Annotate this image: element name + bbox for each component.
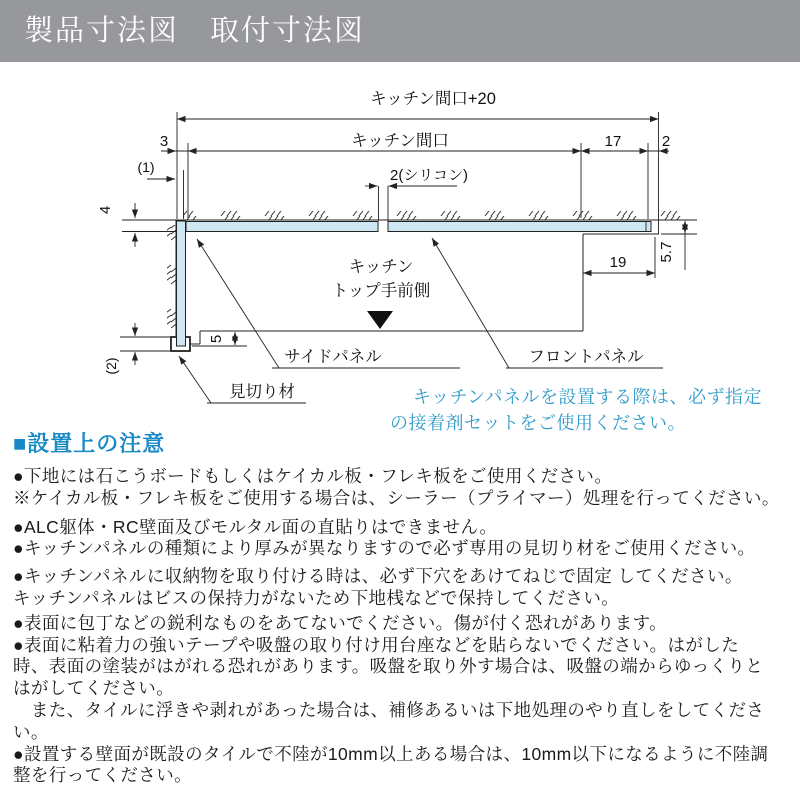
- page-title: 製品寸法図 取付寸法図: [24, 15, 366, 47]
- note-line: ●表面に包丁などの鋭利なものをあてないでください。傷が付く恐れがあります。: [13, 612, 667, 633]
- dim-label-4: 4: [97, 205, 114, 215]
- note-line: 整を行ってください。: [13, 765, 192, 786]
- dim-label-5: 5: [208, 334, 225, 344]
- note-line: はがしてください。: [13, 678, 175, 699]
- label-front-panel: フロントパネル: [528, 348, 644, 366]
- note-line: い。: [13, 721, 49, 742]
- adhesive-note-line1: キッチンパネルを設置する際は、必ず指定: [413, 387, 762, 407]
- dim-label-2: 2: [661, 133, 671, 150]
- note-line: ●ALC躯体・RC壁面及びモルタル面の直貼りはできません。: [13, 516, 498, 537]
- note-line: また、タイルに浮きや剥れがあった場合は、補修あるいは下地処理のやり直しをしてくださ: [13, 699, 765, 720]
- label-kitchen-top-line1: キッチン: [348, 258, 414, 276]
- page-header: [0, 0, 800, 62]
- dim-label-19: 19: [609, 254, 627, 271]
- kitchen-panel-left: [186, 222, 378, 232]
- label-side-panel: サイドパネル: [284, 348, 382, 366]
- label-kitchen-top-line2: トップ手前側: [331, 282, 431, 300]
- dim-label-top-width: キッチン間口+20: [370, 90, 496, 108]
- note-line: ●下地には石こうボードもしくはケイカル板・フレキ板をご使用ください。: [13, 466, 613, 486]
- label-edge-trim: 見切り材: [229, 383, 295, 401]
- dim-label-1paren: (1): [137, 159, 155, 175]
- notes-heading: ■設置上の注意: [13, 431, 166, 456]
- note-line: ●キッチンパネルの種類により厚みが異なりますので必ず専用の見切り材をご使用ください。: [13, 538, 756, 559]
- note-line: ●キッチンパネルに収納物を取り付ける時は、必ず下穴をあけてねじで固定 してください。: [13, 566, 743, 587]
- note-line: 時、表面の塗装がはがれる恐れがあります。吸盤を取り外す場合は、吸盤の端からゆっくりと: [13, 656, 764, 677]
- installation-notes: [13, 466, 799, 787]
- dim-label-silicone: 2(シリコン): [390, 167, 469, 184]
- dimension-diagram: [0, 62, 800, 438]
- note-line: ※ケイカル板・フレキ板をご使用する場合は、シーラー（プライマー）処理を行ってください。: [13, 487, 780, 508]
- dimension-lines: [135, 119, 685, 365]
- dim-label-3: 3: [159, 133, 169, 150]
- leader-lines: [179, 238, 663, 403]
- adhesive-note-line2: の接着剤セットをご使用ください。: [390, 413, 686, 433]
- dim-label-5-7: 5.7: [658, 241, 675, 263]
- dim-label-17: 17: [604, 133, 622, 150]
- dim-label-2paren: (2): [103, 357, 119, 375]
- note-line: ●表面に粘着力の強いテープや吸盤の取り付け用台座などを貼らないでください。はがした: [13, 634, 740, 655]
- dim-label-width: キッチン間口: [351, 132, 449, 150]
- front-panel-shape: [388, 222, 651, 232]
- side-panel-shape: [177, 221, 186, 346]
- front-side-triangle-icon: [367, 311, 393, 329]
- note-line: キッチンパネルはビスの保持力がないため下地桟などで保持してください。: [13, 587, 620, 608]
- note-line: ●設置する壁面が既設のタイルで不陸が10mm以上ある場合は、10mm以下になるように不陸調: [13, 743, 769, 764]
